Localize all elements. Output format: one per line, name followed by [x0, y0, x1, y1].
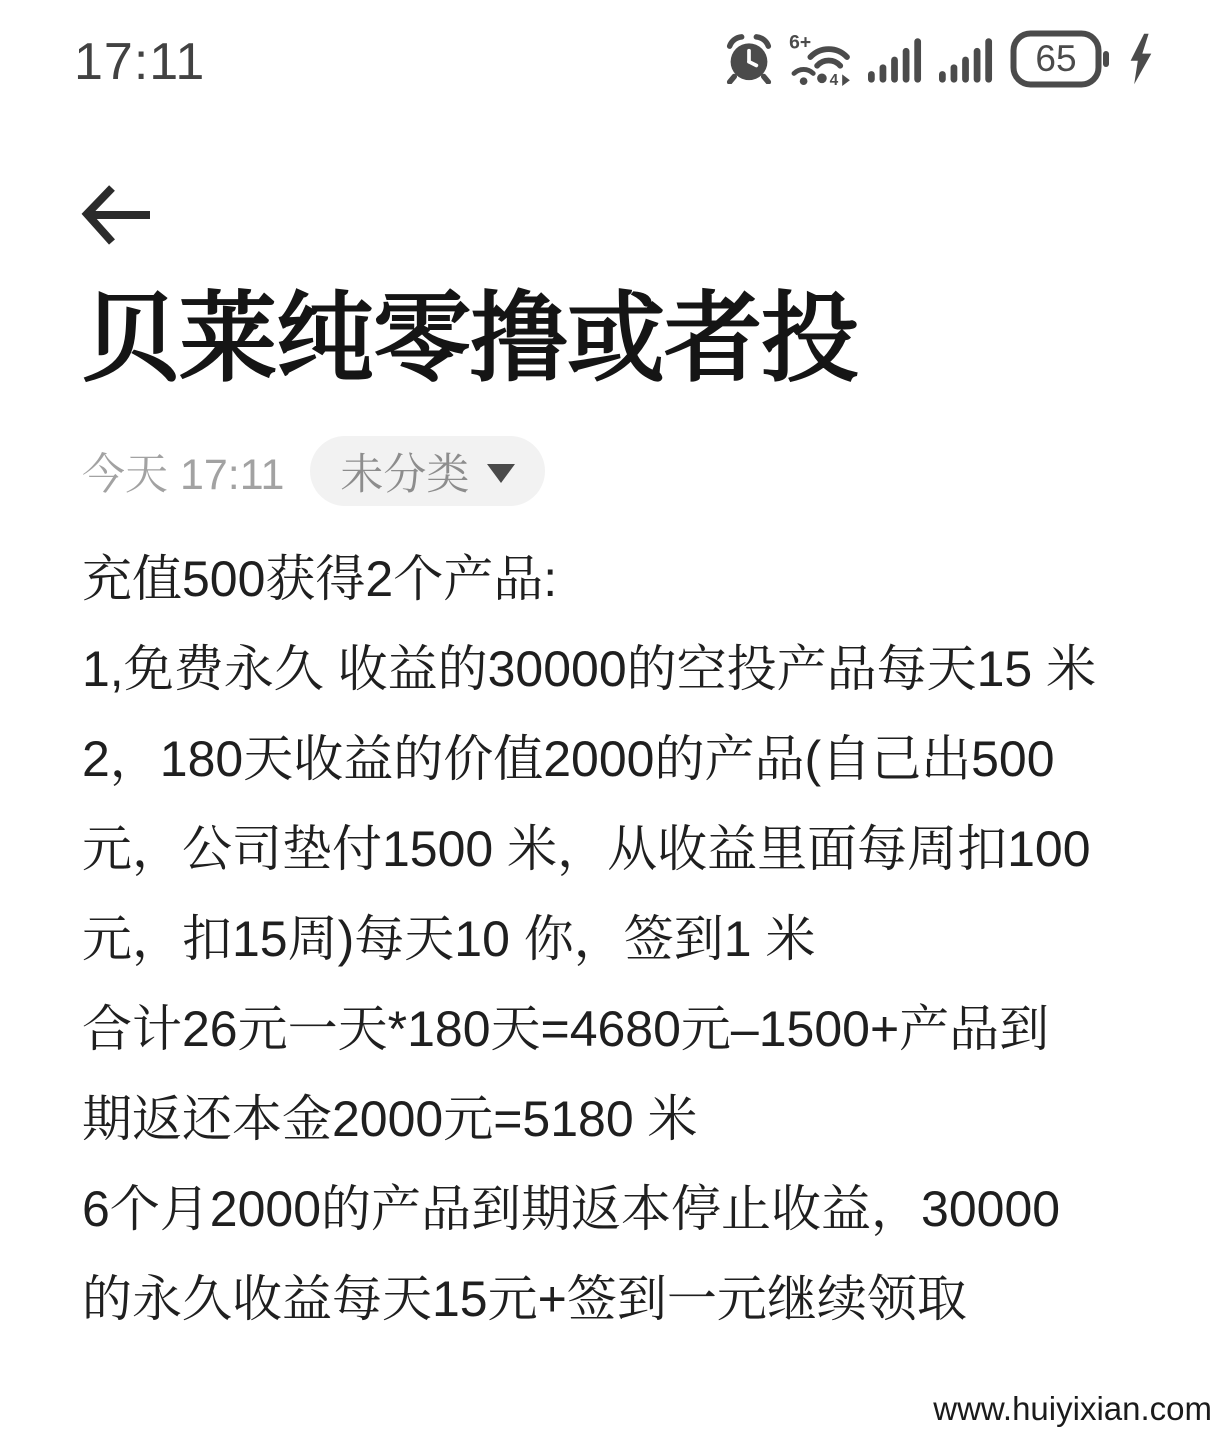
chevron-down-icon: [487, 464, 515, 483]
site-watermark: www.huiyixian.com: [933, 1390, 1212, 1427]
charging-bolt-icon: [1127, 33, 1154, 85]
note-line: 6个月2000的产品到期返本停止收益，30000: [82, 1181, 1061, 1237]
signal-icon: [868, 36, 922, 83]
status-icon-cluster: [726, 28, 1154, 90]
category-chip[interactable]: [310, 436, 545, 506]
note-body: [82, 534, 1096, 1344]
note-line: 充值500获得2个产品:: [82, 551, 558, 607]
category-label: 未分类: [340, 450, 470, 499]
note-line: 元，扣15周)每天10 你，签到1 米: [82, 911, 816, 967]
status-time: 17:11: [74, 33, 206, 91]
signal-icon: [939, 36, 993, 83]
note-line: 的永久收益每天15元+签到一元继续领取: [82, 1271, 967, 1327]
svg-text:6+: 6+: [789, 32, 812, 54]
svg-text:4: 4: [829, 72, 839, 86]
note-meta: [82, 436, 545, 506]
back-arrow-icon: [80, 241, 154, 258]
note-line: 期返还本金2000元=5180 米: [82, 1091, 698, 1147]
back-button[interactable]: [80, 176, 154, 254]
note-line: 元，公司垫付1500 米，从收益里面每周扣100: [82, 821, 1091, 877]
note-line: 合计26元一天*180天=4680元–1500+产品到: [82, 1001, 1050, 1057]
note-date: 今天 17:11: [82, 450, 285, 499]
alarm-icon: [726, 34, 772, 84]
note-line: 2，180天收益的价值2000的产品(自己出500: [82, 731, 1055, 787]
battery-icon: [1010, 30, 1110, 88]
note-title: 贝莱纯零撸或者投: [82, 283, 859, 393]
battery-level: 65: [1035, 38, 1077, 79]
note-line: 1,免费永久 收益的30000的空投产品每天15 米: [82, 641, 1097, 697]
wifi6plus-icon: [789, 32, 851, 86]
